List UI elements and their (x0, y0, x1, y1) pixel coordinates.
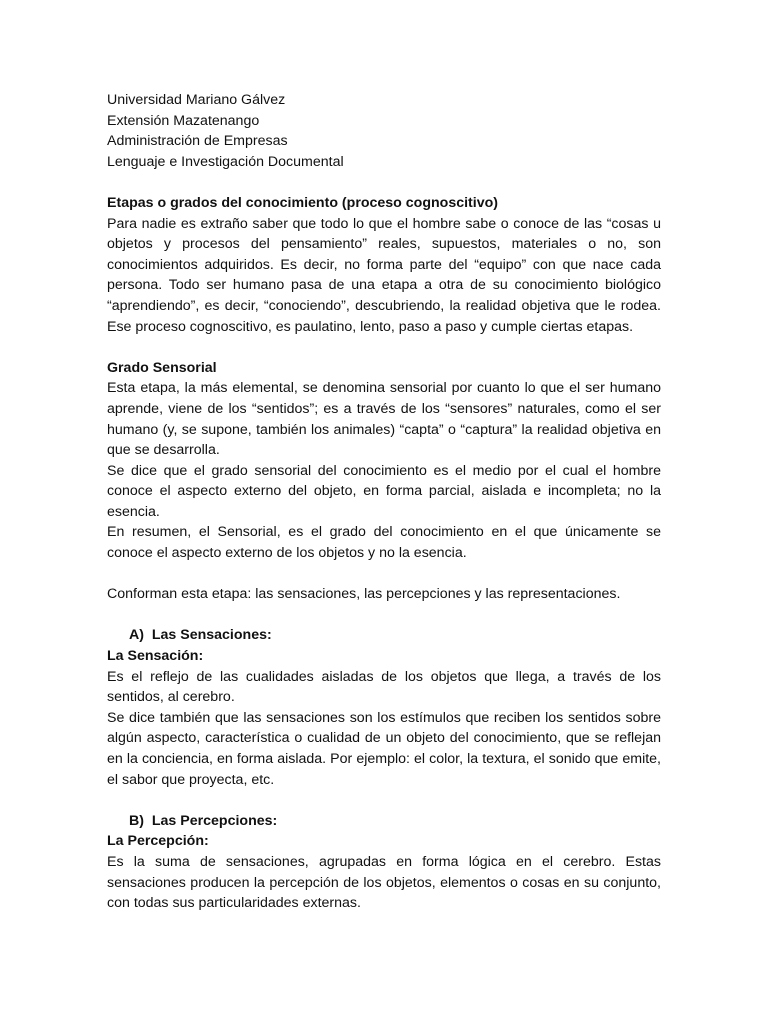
percepciones-heading: B) Las Percepciones: (129, 812, 278, 829)
university-name: Universidad Mariano Gálvez (107, 92, 286, 108)
sensorial-paragraph-2: Se dice que el grado sensorial del conocimiento es el medio por el cual el hombre conoce el aspecto externo del objeto, en forma parcial, aislada e incompleta; no la esencia. (107, 462, 661, 520)
conforman-section (107, 584, 661, 605)
sensaciones-section (107, 625, 661, 790)
sensorial-paragraph-3: En resumen, el Sensorial, es el grado del conocimiento en el que únicamente se conoce el aspecto externo de los objetos y no la esencia. (107, 524, 661, 562)
sensorial-section (107, 358, 661, 564)
document-page (107, 90, 661, 934)
sensaciones-heading: A) Las Sensaciones: (129, 627, 272, 644)
intro-section (107, 193, 661, 337)
percepcion-paragraph-1: Es la suma de sensaciones, agrupadas en forma lógica en el cerebro. Estas sensaciones producen la percepción de los objetos, elementos o cosas en su conjunto, con todas sus particularidades externas. (107, 853, 661, 912)
sensorial-title: Grado Sensorial (107, 359, 217, 376)
sensacion-paragraph-1: Es el reflejo de las cualidades aisladas de los objetos que llega, a través de los sentidos, al cerebro. (107, 668, 661, 706)
conforman-paragraph: Conforman esta etapa: las sensaciones, las percepciones y las representaciones. (107, 586, 621, 603)
sensacion-paragraph-2: Se dice también que las sensaciones son los estímulos que reciben los sentidos sobre algún aspecto, característica o cualidad de un objeto del conocimiento, que se reflejan en la conciencia, en forma aislada. Por ejemplo: el color, la textura, el sonido que emite, el sabor que proyecta, etc. (107, 709, 661, 788)
intro-title: Etapas o grados del conocimiento (proceso cognoscitivo) (107, 194, 499, 211)
sensorial-paragraph-1: Esta etapa, la más elemental, se denomina sensorial por cuanto lo que el ser humano aprende, viene de los “sentidos”; es a través de los “sensores” naturales, como el ser humano (y, se supone, también los animales) “capta” o “captura” la realidad objetiva en que se desarrolla. (107, 380, 661, 459)
course-name: Lenguaje e Investigación Documental (107, 153, 344, 170)
sensacion-subtitle: La Sensación: (107, 648, 204, 665)
document-header (107, 90, 661, 172)
percepciones-section (107, 811, 661, 914)
campus-extension: Extensión Mazatenango (107, 112, 260, 129)
intro-paragraph: Para nadie es extraño saber que todo lo que el hombre sabe o conoce de las “cosas u objetos y procesos del pensamiento” reales, supuestos, materiales o no, son conocimientos adquiridos. Es decir, no forma parte del “equipo” con que nace cada persona. Todo ser humano pasa de una etapa a otra de su conocimiento biológico “aprendiendo”, es decir, “conociendo”, descubriendo, la realidad objetiva que le rodea. Ese proceso cognoscitivo, es paulatino, lento, paso a paso y cumple ciertas etapas. (107, 215, 661, 335)
career-name: Administración de Empresas (107, 133, 288, 150)
percepcion-subtitle: La Percepción: (107, 833, 209, 850)
